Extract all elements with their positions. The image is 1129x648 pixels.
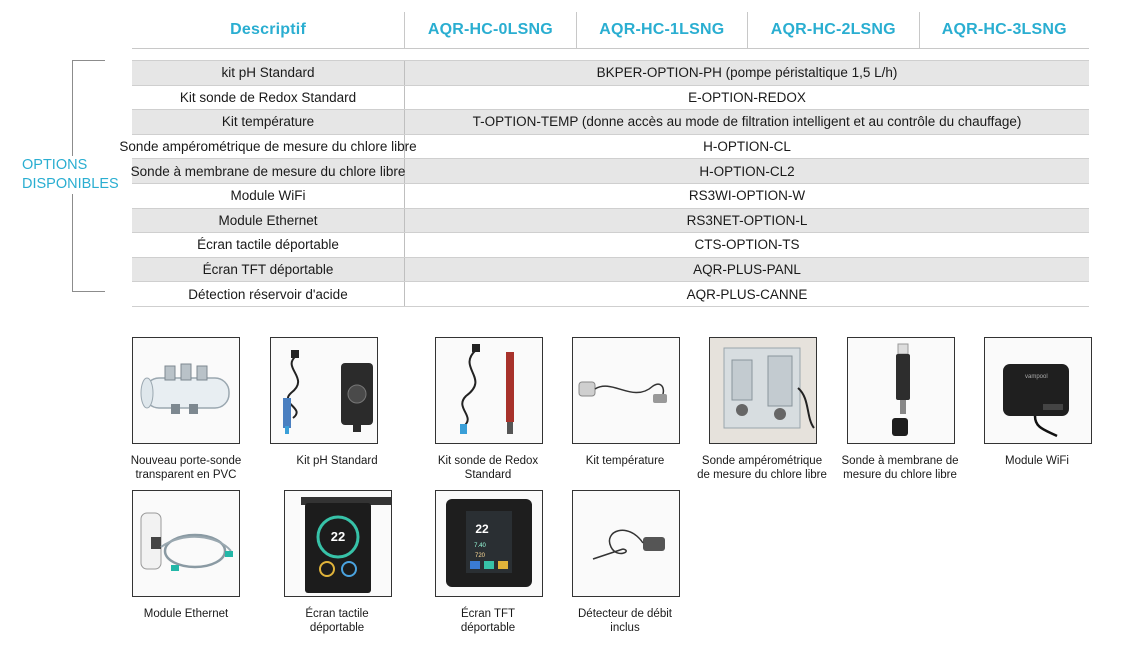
tft-screen-icon xyxy=(435,490,543,597)
caption-touch-screen xyxy=(272,608,402,635)
caption-line: Standard xyxy=(464,468,512,481)
row-label: Écran TFT déportable xyxy=(132,258,405,282)
caption-line: Nouveau porte-sonde xyxy=(130,455,242,467)
row-label: Module Ethernet xyxy=(132,209,405,233)
flow-detector-icon xyxy=(572,490,680,597)
caption-ethernet xyxy=(121,608,251,622)
options-table xyxy=(119,60,1089,307)
row-value: CTS-OPTION-TS xyxy=(694,237,800,253)
caption-line: Détecteur de débit xyxy=(578,608,672,620)
row-label: kit pH Standard xyxy=(132,61,405,85)
header-model-2: AQR-HC-2LSNG xyxy=(747,12,918,48)
table-row xyxy=(132,158,1089,183)
table-row xyxy=(132,109,1089,134)
caption-probe-holder xyxy=(121,455,251,482)
caption-line: Écran TFT xyxy=(460,608,516,620)
caption-line: inclus xyxy=(610,621,640,634)
wifi-brand-text: vampool xyxy=(1025,374,1048,380)
caption-wifi xyxy=(972,455,1102,469)
caption-line: Kit température xyxy=(585,455,665,467)
table-row xyxy=(132,232,1089,257)
caption-ph-kit xyxy=(272,455,402,469)
row-label: Sonde à membrane de mesure du chlore libre xyxy=(132,159,405,183)
header-model-1: AQR-HC-1LSNG xyxy=(576,12,747,48)
row-label: Kit sonde de Redox Standard xyxy=(132,86,405,110)
caption-temperature xyxy=(560,455,690,469)
table-row xyxy=(132,60,1089,85)
caption-line: Écran tactile xyxy=(305,608,369,620)
caption-line: déportable xyxy=(460,621,516,634)
temperature-sensor-icon xyxy=(572,337,680,444)
caption-line: déportable xyxy=(309,621,365,634)
touch-screen-value: 22 xyxy=(330,529,346,544)
table-row xyxy=(132,281,1089,307)
caption-line: Module WiFi xyxy=(1005,455,1069,467)
membrane-probe-icon xyxy=(847,337,955,444)
caption-tft-screen xyxy=(423,608,553,635)
row-label: Module WiFi xyxy=(132,184,405,208)
caption-line: Kit sonde de Redox xyxy=(437,455,539,467)
amperometric-probe-icon xyxy=(709,337,817,444)
row-value: H-OPTION-CL xyxy=(703,139,791,155)
table-row xyxy=(132,257,1089,282)
row-value: AQR-PLUS-CANNE xyxy=(686,286,808,302)
row-value: H-OPTION-CL2 xyxy=(699,163,795,179)
row-label: Kit température xyxy=(132,110,405,134)
header-model-3: AQR-HC-3LSNG xyxy=(919,12,1089,48)
table-row xyxy=(132,208,1089,233)
caption-flow-detector xyxy=(560,608,690,635)
caption-line: Sonde ampérométrique xyxy=(701,455,823,467)
wifi-module-icon xyxy=(984,337,1092,444)
row-label: Sonde ampérométrique de mesure du chlore libre xyxy=(132,135,405,159)
options-label-line-1: OPTIONS xyxy=(22,157,88,173)
row-value: BKPER-OPTION-PH (pompe péristaltique 1,5 L/h) xyxy=(596,65,898,81)
options-label-line-2: DISPONIBLES xyxy=(22,176,119,192)
touch-screen-icon xyxy=(284,490,392,597)
row-value: RS3WI-OPTION-W xyxy=(688,188,806,204)
probe-holder-icon xyxy=(132,337,240,444)
tft-orp-value: 720 xyxy=(474,553,486,559)
caption-line: transparent en PVC xyxy=(135,468,237,481)
caption-line: Kit pH Standard xyxy=(296,455,378,467)
ethernet-module-icon xyxy=(132,490,240,597)
table-row xyxy=(132,183,1089,208)
row-label: Détection réservoir d'acide xyxy=(132,282,405,306)
caption-amperometric xyxy=(697,455,827,482)
caption-line: Sonde à membrane de xyxy=(841,455,959,467)
caption-line: mesure du chlore libre xyxy=(843,468,957,481)
header-descriptif: Descriptif xyxy=(230,21,306,38)
table-row xyxy=(119,134,1089,159)
caption-line: Module Ethernet xyxy=(143,608,229,620)
row-value: T-OPTION-TEMP (donne accès au mode de filtration intelligent et au contrôle du chauffage) xyxy=(472,114,1022,130)
caption-redox xyxy=(423,455,553,482)
redox-probe-icon xyxy=(435,337,543,444)
header-model-0: AQR-HC-0LSNG xyxy=(404,12,575,48)
options-label xyxy=(22,156,122,194)
caption-line: de mesure du chlore libre xyxy=(697,468,827,481)
row-value: RS3NET-OPTION-L xyxy=(686,212,808,228)
tft-screen-value: 22 xyxy=(475,522,489,536)
table-header xyxy=(132,12,1089,49)
row-label: Écran tactile déportable xyxy=(132,233,405,257)
tft-ph-value: 7.40 xyxy=(474,543,486,549)
caption-membrane xyxy=(835,455,965,482)
table-row xyxy=(132,85,1089,110)
ph-kit-icon xyxy=(270,337,378,444)
row-value: E-OPTION-REDOX xyxy=(688,89,806,105)
row-value: AQR-PLUS-PANL xyxy=(693,262,801,278)
